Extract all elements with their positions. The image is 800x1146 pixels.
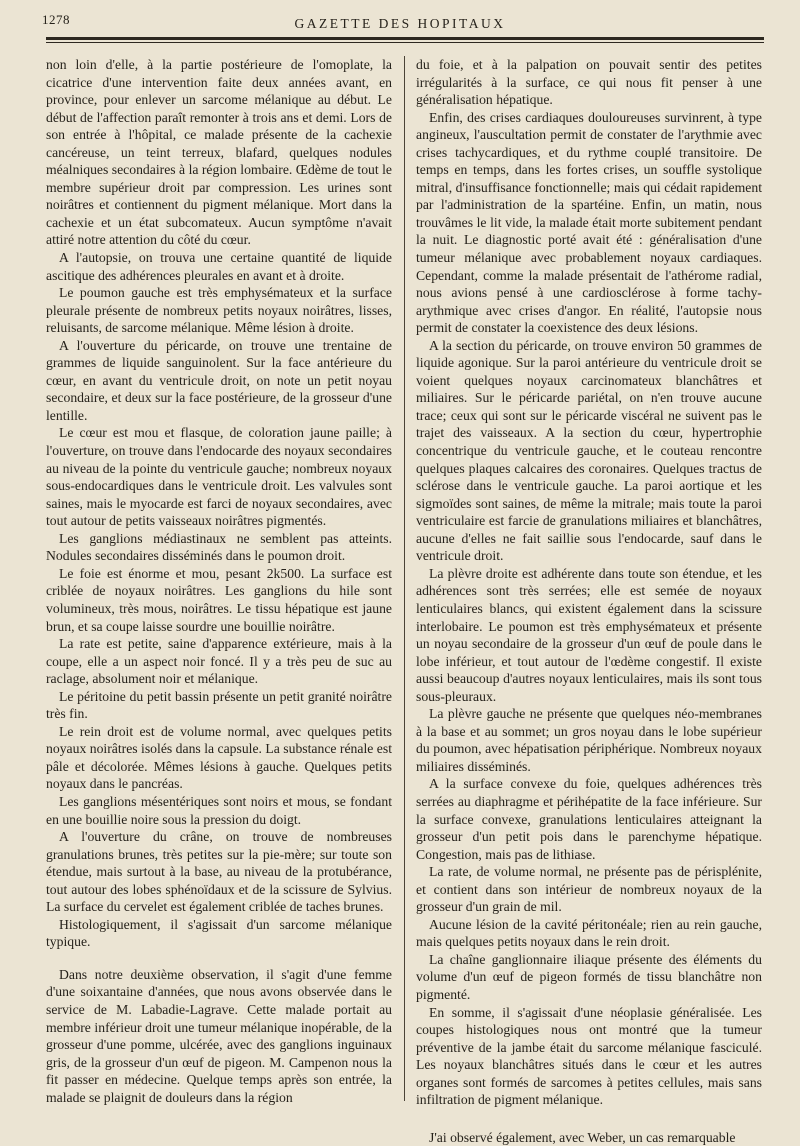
paragraph: Les ganglions mésentériques sont noirs et mous, se fondant en une bouillie noire sous la pression du doigt. <box>46 793 392 827</box>
paragraph: A l'ouverture du péricarde, on trouve une trentaine de grammes de liquide sanguinolent. Sur la face antérieure du cœur, en avant du ventricule droit, on note un petit noyau secondaire, et deux sur la face postérieure, de la grosseur d'une lentille. <box>46 337 392 423</box>
paragraph: La plèvre droite est adhérente dans toute son étendue, et les adhérences sont très serrées; elle est semée de noyaux lenticulaires blancs, qui existent également dans la scissure interlobaire. Le poumon est très emphysémateux et présente un noyau secondaire de la grosseur d'un œuf de poule dans le lobe inférieur, et tout autour de l'œdème congestif. Il existe aussi beaucoup d'autres noyaux lenticulaires, mais ils sont tous sous-pleuraux. <box>416 565 762 704</box>
paragraph: Le cœur est mou et flasque, de coloration jaune paille; à l'ouverture, on trouve dans l'endocarde des noyaux secondaires au niveau de la pointe du ventricule gauche; nombreux noyaux sous-endocardiques dans le ventricule droit. Les valvules sont saines, mais le myocarde est farci de noyaux secondaires, avec tout autour de petits vaisseaux noirâtres pigmentés. <box>46 425 392 529</box>
left-column <box>46 56 392 1106</box>
paragraph: Le péritoine du petit bassin présente un petit granité noirâtre très fin. <box>46 688 392 722</box>
running-title: GAZETTE DES HOPITAUX <box>294 16 506 31</box>
paragraph: En somme, il s'agissait d'une néoplasie généralisée. Les coupes histologiques nous ont montré que la tumeur préventive de la jambe était du sarcome mélanique fasciculé. Les noyaux blanchâtres situés dans le cœur et les autres organes sont formés de sarcomes à petites cellules, mais sans infiltration de pigment mélanique. <box>416 1004 762 1108</box>
paragraph: A la section du péricarde, on trouve environ 50 grammes de liquide agonique. Sur la paroi antérieure du ventricule droit se voient quelques noyaux carcinomateux blanchâtres et miliaires. Sur le péricarde pariétal, on n'en trouve aucune trace; ceux qui sont sur le péricarde viscéral ne suivent pas le trajet des vaisseaux. A la section du cœur, hypertrophie concentrique du ventricule gauche, et le couteau rencontre quelques plaques calcaires des coronaires. Quelques tractus de sclérose dans le ventricule gauche. La paroi aortique et les sigmoïdes sont saines, de même la mitrale; mais toute la paroi ventriculaire est farcie de granulations miliaires et blanchâtres, aucune d'elles ne fait saillie sous l'endocarde, sauf dans le ventricule droit. <box>416 337 762 564</box>
column-divider <box>404 56 405 1101</box>
paragraph: Enfin, des crises cardiaques douloureuses survinrent, à type angineux, l'auscultation permit de constater de l'arythmie avec crises tachycardiques, et du rythme couplé transitoire. De temps en temps, dans les fortes crises, un souffle systolique mitral, d'insuffisance fonctionnelle; mais qui cédait rapidement par l'administration de la spartéine. Enfin, un matin, nous trouvâmes le lit vide, la malade était morte subitement pendant la nuit. Le diagnostic porté avait été : généralisation d'une tumeur mélanique avec probablement noyaux cardiaques. Cependant, comme la malade présentait de l'athérome radial, nous avions pensé à une cardiosclérose à forme tachy-arythmique avec crises d'angor. En réalité, l'autopsie nous permit de constater la coexistence des deux lésions. <box>416 109 762 336</box>
paragraph: non loin d'elle, à la partie postérieure de l'omoplate, la cicatrice d'une intervention faite deux années avant, en province, pour enlever un sarcome mélanique au début. Le début de l'affection paraît remonter à trois ans et demi. Lors de son entrée à l'hôpital, ce malade présente de la cachexie cancéreuse, un teint terreux, blafard, quelques nodules méalniques secondaires à la région lombaire. Œdème de tout le membre supérieur droit par compression. Les urines sont noirâtres et contiennent du pigment mélanique. Mort dans la cachexie et un état subcomateux. Aucun symptôme n'avait attiré notre attention du côté du cœur. <box>46 57 392 248</box>
header-rule-thin <box>46 42 764 43</box>
header-rule-thick <box>46 37 764 40</box>
paragraph: La rate est petite, saine d'apparence extérieure, mais à la coupe, elle a un aspect noir foncé. Il y a très peu de suc au raclage, absolument noir et mélanique. <box>46 636 392 687</box>
paragraph: Aucune lésion de la cavité péritonéale; rien au rein gauche, mais quelques petits noyaux dans le rein droit. <box>416 916 762 950</box>
paragraph: Dans notre deuxième observation, il s'agit d'une femme d'une soixantaine d'années, que nous avons observée dans le service de M. Labadie-Lagrave. Cette malade portait au membre inférieur droit une tumeur mélanique inopérable, de la grosseur d'une pomme, ulcérée, avec des ganglions inguinaux gris, de la grosseur d'un œuf de pigeon. M. Campenon nous la fit passer en médecine. Quelque temps après son entrée, la malade se plaignit de douleurs dans la région <box>46 966 392 1105</box>
page-number: 1278 <box>42 12 70 27</box>
paragraph: Histologiquement, il s'agissait d'un sarcome mélanique typique. <box>46 916 392 950</box>
paragraph: Les ganglions médiastinaux ne semblent pas atteints. Nodules secondaires disséminés dans le poumon droit. <box>46 530 392 564</box>
paragraph: A l'ouverture du crâne, on trouve de nombreuses granulations brunes, très petites sur la pie-mère; sur toute son étendue, mais surtout à la base, au niveau de la protubérance, tout autour des lobes sphénoïdaux et de la scissure de Sylvius. La surface du cervelet est également criblée de taches brunes. <box>46 829 392 915</box>
paragraph: du foie, et à la palpation on pouvait sentir des petites irrégularités à la surface, ce qui nous fit penser à une généralisation hépatique. <box>416 57 762 108</box>
paragraph: A l'autopsie, on trouva une certaine quantité de liquide ascitique des adhérences pleurales en avant et à droite. <box>46 250 392 283</box>
paragraph: J'ai observé également, avec Weber, un cas remarquable <box>429 1129 736 1145</box>
paragraph: Le rein droit est de volume normal, avec quelques petits noyaux noirâtres isolés dans la capsule. La substance rénale est pâle et décolorée. Mêmes lésions à gauche. Quelques petits noyaux dans le pancréas. <box>46 723 392 792</box>
paragraph: Le poumon gauche est très emphysémateux et la surface pleurale présente de nombreux petits noyaux noirâtres, lisses, reluisants, de sarcome mélanique. Même lésion à droite. <box>46 285 392 336</box>
paragraph: La rate, de volume normal, ne présente pas de périsplénite, et contient dans son intérieur de nombreux noyaux de la grosseur d'un grain de mil. <box>416 864 762 915</box>
paragraph: A la surface convexe du foie, quelques adhérences très serrées au diaphragme et périhépatite de la face inférieure. Sur la surface convexe, granulations lenticulaires atteignant la grosseur d'un petit pois dans le parenchyme hépatique. Congestion, mais pas de lithiase. <box>416 776 762 862</box>
paragraph: La chaîne ganglionnaire iliaque présente des éléments du volume d'un œuf de pigeon formés de tissu blanchâtre non pigmenté. <box>416 951 762 1002</box>
paragraph: La plèvre gauche ne présente que quelques néo-membranes à la base et au sommet; un gros noyau dans le lobe supérieur du poumon, avec hépatisation périphérique. Nombreux noyaux miliaires disséminés. <box>416 706 762 774</box>
paragraph: Le foie est énorme et mou, pesant 2k500. La surface est criblée de noyaux noirâtres. Les ganglions du hile sont volumineux, très mous, noirâtres. Le tissu hépatique est jaune brun, et sa coupe laisse sourdre une bouillie noirâtre. <box>46 565 392 634</box>
right-column <box>416 56 762 1146</box>
